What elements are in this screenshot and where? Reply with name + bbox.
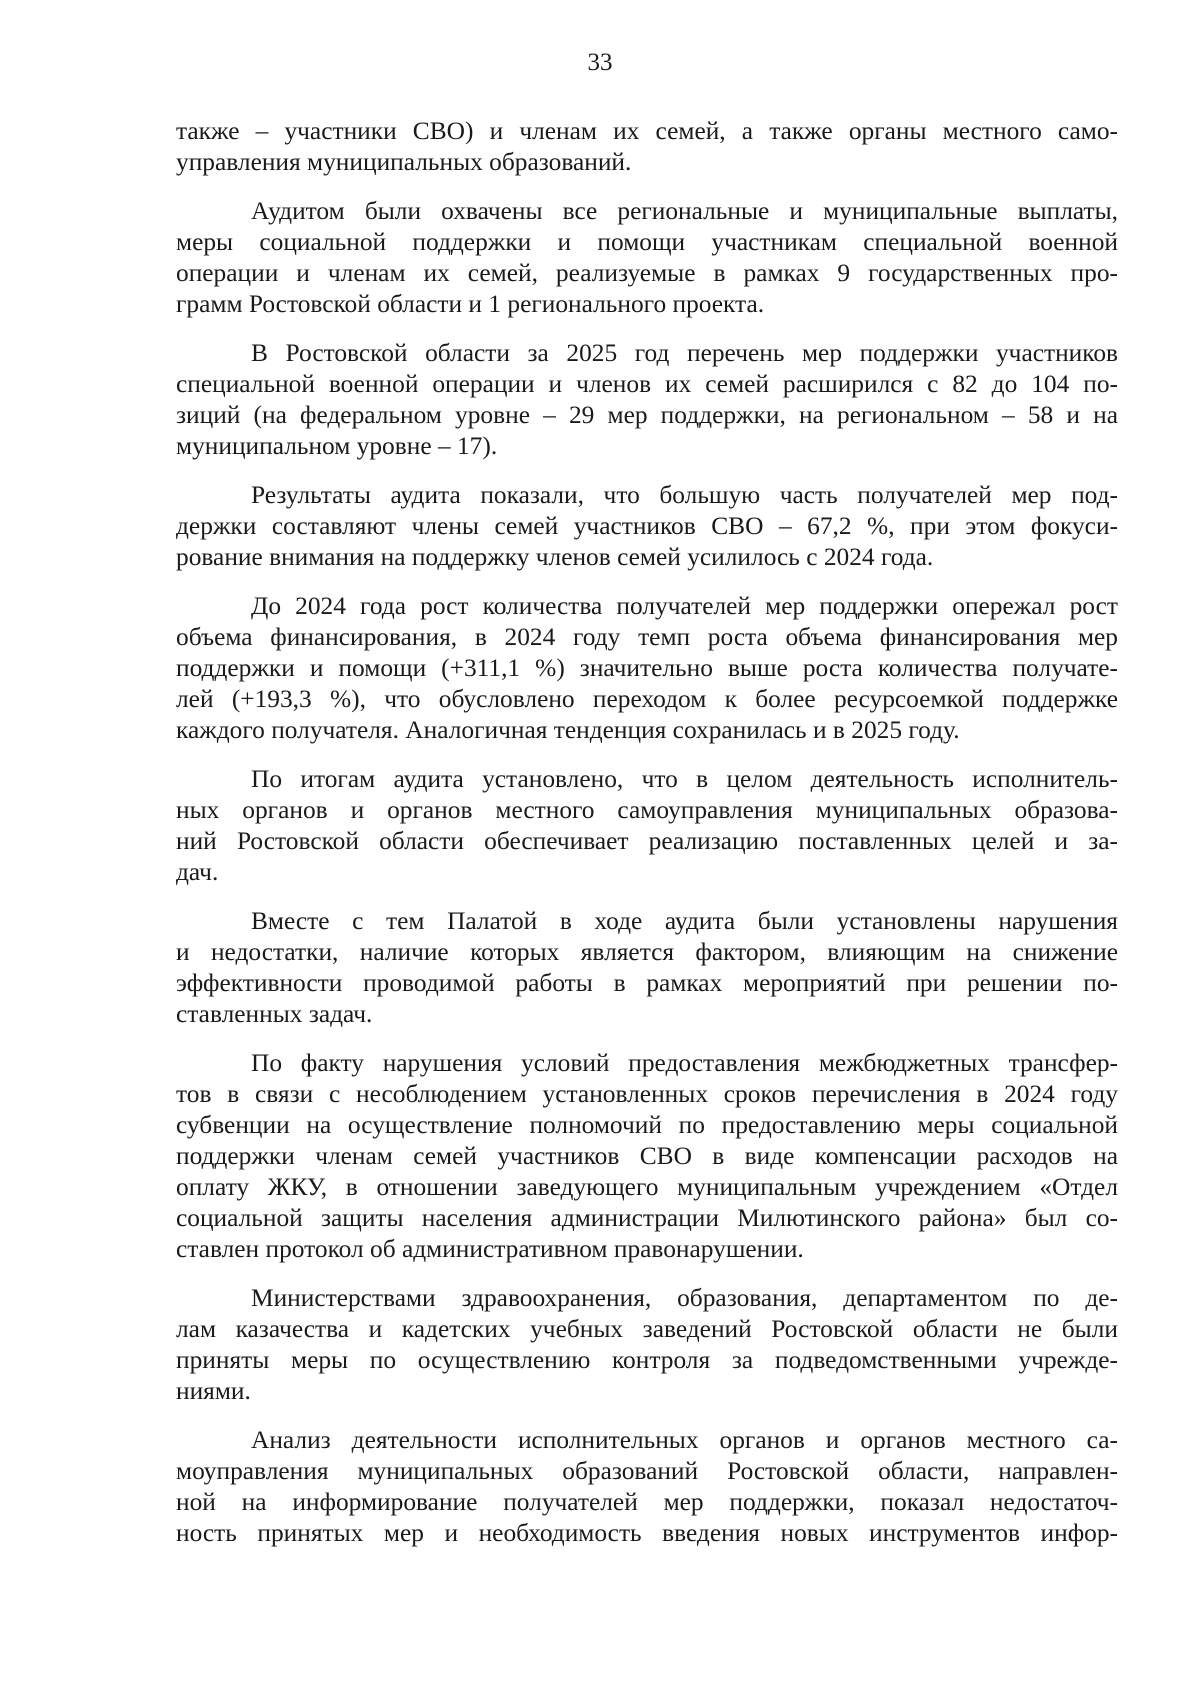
paragraph [176,116,1118,178]
paragraph [176,591,1118,746]
text-line: субвенции на осуществление полномочий по предоставлению меры социальной [176,1111,1118,1139]
text-line: Результаты аудита показали, что большую часть получателей мер под- [251,481,1118,509]
paragraph [176,1283,1118,1407]
document-body [176,116,1118,1567]
text-line: моуправления муниципальных образований Ростовской области, направлен- [176,1457,1118,1485]
text-line: приняты меры по осуществлению контроля за подведомственными учрежде- [176,1346,1118,1374]
text-line: лам казачества и кадетских учебных заведений Ростовской области не были [176,1315,1118,1343]
text-line: грамм Ростовской области и 1 регионального проекта. [176,290,765,318]
text-line: поддержки и помощи (+311,1 %) значительно выше роста количества получате- [176,654,1118,682]
text-line: социальной защиты населения администрации Милютинского района» был со- [176,1204,1118,1232]
text-line: оплату ЖКУ, в отношении заведующего муниципальным учреждением «Отдел [176,1173,1118,1201]
text-line: держки составляют члены семей участников СВО – 67,2 %, при этом фокуси- [176,512,1118,540]
paragraph [176,906,1118,1030]
text-line: каждого получателя. Аналогичная тенденция сохранилась и в 2025 году. [176,716,960,744]
text-line: ной на информирование получателей мер поддержки, показал недостаточ- [176,1488,1118,1516]
text-line: также – участники СВО) и членам их семей, а также органы местного само- [176,117,1118,145]
text-line: ний Ростовской области обеспечивает реализацию поставленных целей и за- [176,827,1118,855]
text-line: ставленных задач. [176,1000,373,1028]
text-line: Анализ деятельности исполнительных органов и органов местного са- [251,1426,1118,1454]
text-line: ставлен протокол об административном правонарушении. [176,1235,804,1263]
text-line: объема финансирования, в 2024 году темп роста объема финансирования мер [176,623,1118,651]
text-line: По итогам аудита установлено, что в целом деятельность исполнитель- [251,765,1118,793]
text-line: и недостатки, наличие которых является фактором, влияющим на снижение [176,938,1118,966]
paragraph [176,338,1118,462]
text-line: тов в связи с несоблюдением установленных сроков перечисления в 2024 году [176,1080,1118,1108]
paragraph [176,1425,1118,1549]
paragraph [176,764,1118,888]
paragraph [176,196,1118,320]
text-line: операции и членам их семей, реализуемые в рамках 9 государственных про- [176,259,1118,287]
text-line: ных органов и органов местного самоуправления муниципальных образова- [176,796,1118,824]
text-line: рование внимания на поддержку членов семей усилилось с 2024 года. [176,543,934,571]
text-line: эффективности проводимой работы в рамках мероприятий при решении по- [176,969,1118,997]
text-line: муниципальном уровне – 17). [176,432,498,460]
text-line: специальной военной операции и членов их семей расширился с 82 до 104 по- [176,370,1118,398]
text-line: Аудитом были охвачены все региональные и муниципальные выплаты, [251,197,1118,225]
text-line: ниями. [176,1377,251,1405]
text-line: Вместе с тем Палатой в ходе аудита были установлены нарушения [251,907,1118,935]
text-line: зиций (на федеральном уровне – 29 мер поддержки, на региональном – 58 и на [176,401,1118,429]
text-line: В Ростовской области за 2025 год перечень мер поддержки участников [251,339,1118,367]
text-line: лей (+193,3 %), что обусловлено переходом к более ресурсоемкой поддержке [176,685,1118,713]
text-line: поддержки членам семей участников СВО в виде компенсации расходов на [176,1142,1118,1170]
page-number: 33 [587,49,613,76]
text-line: дач. [176,858,219,886]
text-line: меры социальной поддержки и помощи участникам специальной военной [176,228,1118,256]
text-line: ность принятых мер и необходимость введения новых инструментов инфор- [176,1519,1118,1547]
text-line: По факту нарушения условий предоставления межбюджетных трансфер- [251,1049,1118,1077]
text-line: управления муниципальных образований. [176,148,632,176]
paragraph [176,480,1118,573]
text-line: Министерствами здравоохранения, образования, департаментом по де- [251,1284,1118,1312]
text-line: До 2024 года рост количества получателей мер поддержки опережал рост [251,592,1118,620]
paragraph [176,1048,1118,1265]
